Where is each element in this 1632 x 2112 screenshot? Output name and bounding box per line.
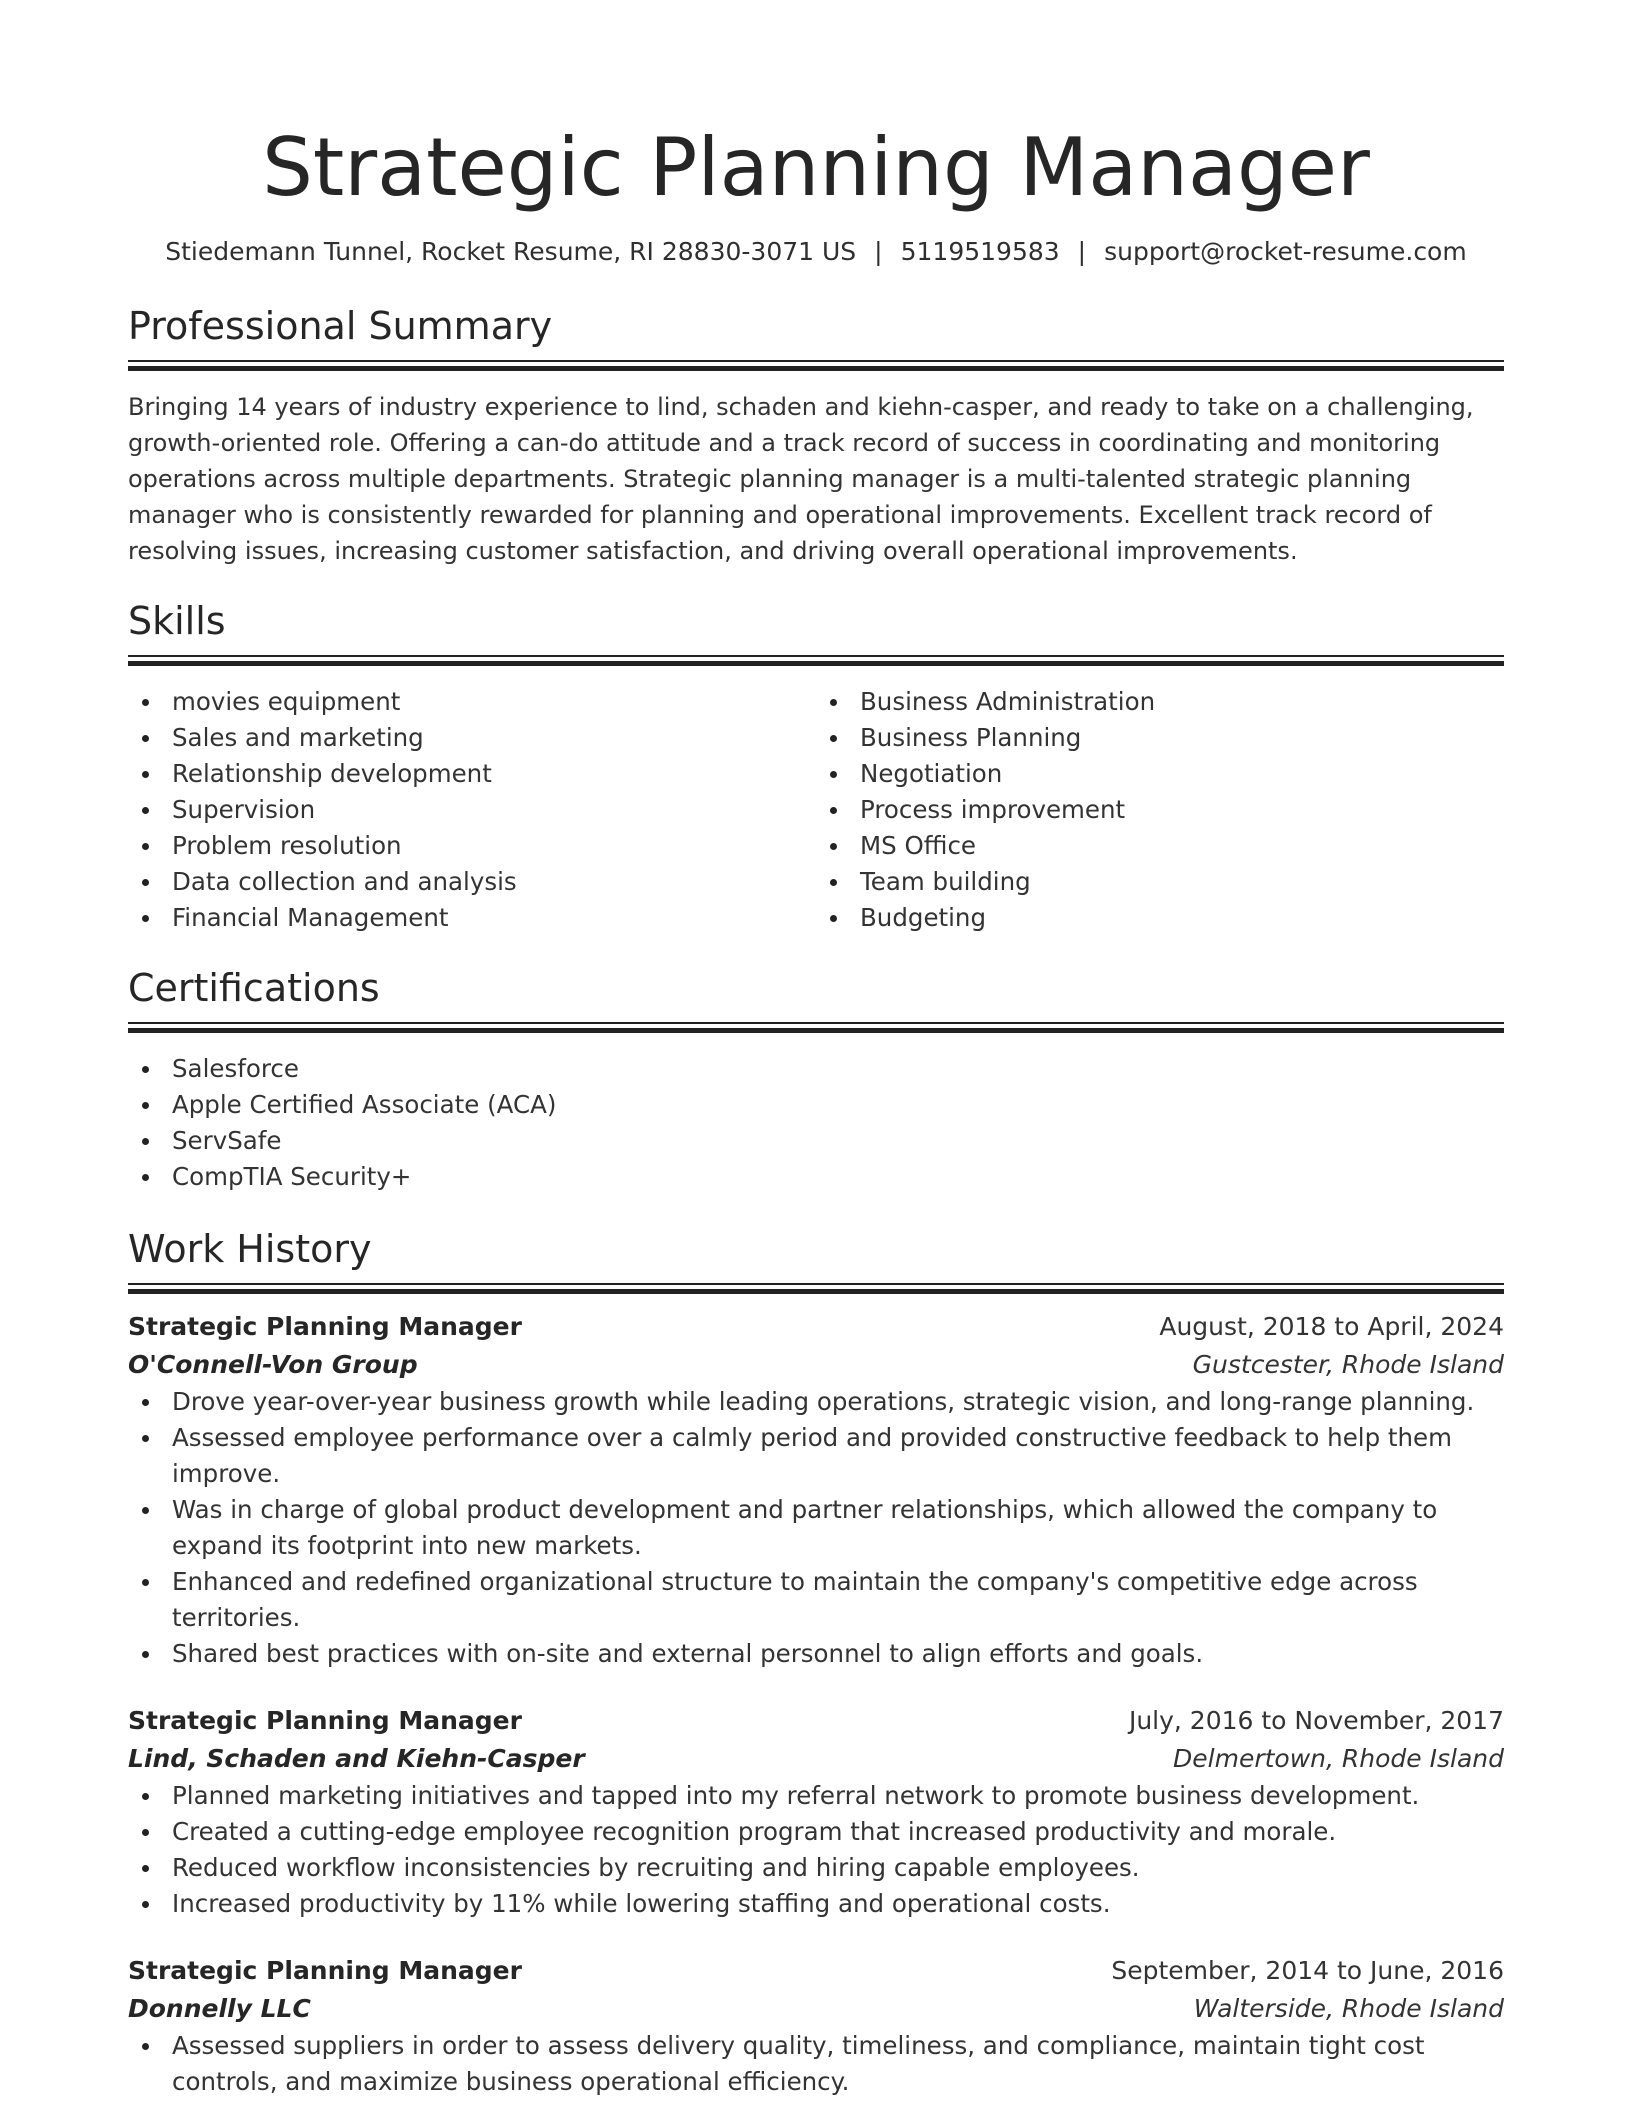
skills-column-left bbox=[128, 684, 816, 936]
summary-section bbox=[128, 302, 1504, 569]
job-title: Strategic Planning Manager bbox=[128, 1706, 522, 1735]
job-dates: September, 2014 to June, 2016 bbox=[1111, 1956, 1504, 1985]
job-location: Gustcester, Rhode Island bbox=[1192, 1350, 1504, 1379]
contact-separator: | bbox=[1077, 237, 1087, 266]
certifications-heading: Certifications bbox=[128, 966, 380, 1010]
job-bullet-list bbox=[128, 1778, 1504, 1922]
job-entry bbox=[128, 1702, 1504, 1922]
skill-item: Business Planning bbox=[816, 720, 1504, 756]
resume-page bbox=[128, 0, 1504, 2100]
certification-item: CompTIA Security+ bbox=[128, 1159, 1504, 1195]
certification-item: Salesforce bbox=[128, 1051, 1504, 1087]
job-dates: August, 2018 to April, 2024 bbox=[1159, 1312, 1504, 1341]
job-bullet: Drove year-over-year business growth while leading operations, strategic vision, and long-range planning. bbox=[128, 1384, 1504, 1420]
contact-address: Stiedemann Tunnel, Rocket Resume, RI 28830-3071 US bbox=[165, 237, 857, 266]
job-bullet-list bbox=[128, 1384, 1504, 1672]
job-entry bbox=[128, 1952, 1504, 2100]
job-entry bbox=[128, 1308, 1504, 1672]
job-company: Lind, Schaden and Kiehn-Casper bbox=[128, 1744, 585, 1773]
contact-separator: | bbox=[874, 237, 883, 266]
job-title: Strategic Planning Manager bbox=[128, 1312, 522, 1341]
skill-item: Process improvement bbox=[816, 792, 1504, 828]
job-header bbox=[128, 1702, 1504, 1740]
skills-column-right bbox=[816, 684, 1504, 936]
job-subheader bbox=[128, 1990, 1504, 2028]
job-bullet: Shared best practices with on-site and external personnel to align efforts and goals. bbox=[128, 1636, 1504, 1672]
job-bullet: Increased productivity by 11% while lowering staffing and operational costs. bbox=[128, 1886, 1504, 1922]
summary-heading: Professional Summary bbox=[128, 304, 553, 348]
job-header bbox=[128, 1308, 1504, 1346]
job-bullet: Assessed employee performance over a calmly period and provided constructive feedback to help them improve. bbox=[128, 1420, 1504, 1492]
skills-list-left bbox=[128, 684, 816, 936]
skills-heading: Skills bbox=[128, 599, 226, 643]
certification-item: Apple Certified Associate (ACA) bbox=[128, 1087, 1504, 1123]
job-subheader bbox=[128, 1346, 1504, 1384]
skill-item: Data collection and analysis bbox=[128, 864, 816, 900]
job-title: Strategic Planning Manager bbox=[128, 1956, 522, 1985]
skill-item: MS Office bbox=[816, 828, 1504, 864]
work-history-heading: Work History bbox=[128, 1227, 372, 1271]
section-divider bbox=[128, 1283, 1504, 1294]
job-dates: July, 2016 to November, 2017 bbox=[1128, 1706, 1504, 1735]
job-header bbox=[128, 1952, 1504, 1990]
contact-email: support@rocket-resume.com bbox=[1104, 237, 1467, 266]
contact-line bbox=[128, 234, 1504, 270]
skill-item: Business Administration bbox=[816, 684, 1504, 720]
skill-item: Team building bbox=[816, 864, 1504, 900]
skill-item: Problem resolution bbox=[128, 828, 816, 864]
certification-item: ServSafe bbox=[128, 1123, 1504, 1159]
job-company: O'Connell-Von Group bbox=[128, 1350, 418, 1379]
section-divider bbox=[128, 1022, 1504, 1033]
certifications-section bbox=[128, 964, 1504, 1195]
skill-item: Relationship development bbox=[128, 756, 816, 792]
job-location: Delmertown, Rhode Island bbox=[1173, 1744, 1504, 1773]
job-company: Donnelly LLC bbox=[128, 1994, 311, 2023]
job-bullet: Created a cutting-edge employee recognition program that increased productivity and morale. bbox=[128, 1814, 1504, 1850]
resume-name-heading: Strategic Planning Manager bbox=[262, 121, 1370, 214]
summary-text: Bringing 14 years of industry experience to lind, schaden and kiehn-casper, and ready to take on a challenging, growth-oriented role. Offering a can-do attitude and a track record of success in coordinating and monitoring operations across multiple departments. Strategic planning manager is a multi-talented strategic planning manager who is consistently rewarded for planning and operational improvements. Excellent track record of resolving issues, increasing customer satisfaction, and driving overall operational improvements. bbox=[128, 393, 1474, 565]
skill-item: Budgeting bbox=[816, 900, 1504, 936]
job-bullet: Reduced workflow inconsistencies by recruiting and hiring capable employees. bbox=[128, 1850, 1504, 1886]
contact-phone: 5119519583 bbox=[900, 237, 1060, 266]
job-bullet: Assessed suppliers in order to assess delivery quality, timeliness, and compliance, maintain tight cost controls, and maximize business operational efficiency. bbox=[128, 2028, 1504, 2100]
section-divider bbox=[128, 360, 1504, 371]
job-bullet: Planned marketing initiatives and tapped into my referral network to promote business development. bbox=[128, 1778, 1504, 1814]
skills-list-right bbox=[816, 684, 1504, 936]
work-history-section bbox=[128, 1225, 1504, 2100]
job-location: Walterside, Rhode Island bbox=[1193, 1994, 1504, 2023]
skill-item: Sales and marketing bbox=[128, 720, 816, 756]
job-bullet-list bbox=[128, 2028, 1504, 2100]
skill-item: movies equipment bbox=[128, 684, 816, 720]
skill-item: Negotiation bbox=[816, 756, 1504, 792]
skill-item: Financial Management bbox=[128, 900, 816, 936]
section-divider bbox=[128, 655, 1504, 666]
skill-item: Supervision bbox=[128, 792, 816, 828]
skills-section bbox=[128, 597, 1504, 936]
certifications-list bbox=[128, 1051, 1504, 1195]
job-bullet: Was in charge of global product development and partner relationships, which allowed the company to expand its footprint into new markets. bbox=[128, 1492, 1504, 1564]
job-bullet: Enhanced and redefined organizational structure to maintain the company's competitive edge across territories. bbox=[128, 1564, 1504, 1636]
skills-grid bbox=[128, 684, 1504, 936]
job-subheader bbox=[128, 1740, 1504, 1778]
